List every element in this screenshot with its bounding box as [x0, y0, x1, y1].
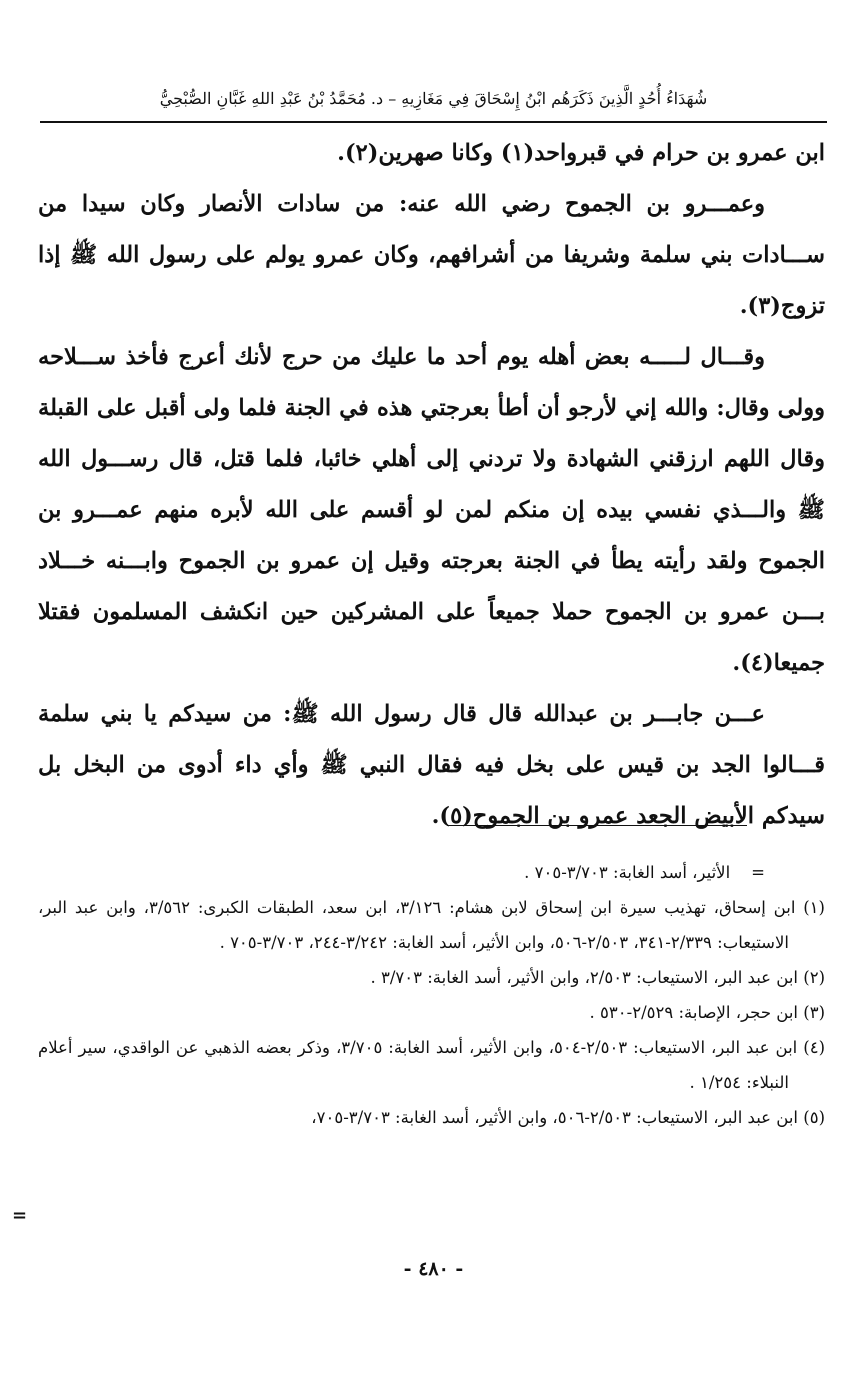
paragraph-3: وقـــال لـــــه بعض أهله يوم أحد ما عليك من حرج لأنك أعرج فأخذ ســـلاحه وولى وقال: والله إني لأرجو أن أطأ بعرجتي هذه في الجنة فلما ولى أقبل على القبلة وقال اللهم ارزقني الشهادة ولا تردني إلى أهلي خائبا، فلما قتل، قال رســـول الله ﷺ والـــذي نفسي بيده إن منكم لمن لو أقسم على الله لأبره منهم عمـــرو بن الجموح ولقد رأيته يطأ في الجنة بعرجته وقيل إن عمرو بن الجموح وابـــنه خـــلاد بـــن عمرو بن الجموح حملا جميعاً على المشركين حين انكشف المسلمون فقتلا جميعا(٤).: [38, 344, 825, 676]
footnote-rule: [447, 825, 747, 826]
paragraph-1: ابن عمرو بن حرام في قبرواحد(١) وكانا صهرين(٢).: [337, 140, 825, 166]
footnote-2: (٢) ابن عبد البر، الاستيعاب: ٢/٥٠٣، وابن الأثير، أسد الغابة: ٣/٧٠٣ .: [370, 968, 825, 987]
footnote-1: (١) ابن إسحاق، تهذيب سيرة ابن إسحاق لابن هشام: ٣/١٢٦، ابن سعد، الطبقات الكبرى: ٣/٥٦٢، وابن عبد البر، الاستيعاب: ٢/٣٣٩-٣٤١، ٢/٥٠٣-٥٠٦، وابن الأثير، أسد الغابة: ٣/٢٤٢-٢٤٤، ٣/٧٠٣-٧٠٥ .: [38, 898, 825, 952]
header-rule: [40, 121, 827, 123]
footnote-continuation: [38, 855, 825, 890]
page-number: - ٤٨٠ -: [403, 1258, 464, 1280]
footnote-continuation-text: الأثير، أسد الغابة: ٣/٧٠٣-٧٠٥ .: [524, 863, 731, 882]
running-head: شُهَدَاءُ أُحُدٍ الَّذِينَ ذَكَرَهُم ابْنُ إِسْحَاقَ فِي مَغَازِيهِ – د. مُحَمَّدُ بْنُ عَبْدِ اللهِ غَبَّانِ الصُّبْحِيُّ: [159, 89, 708, 108]
footnotes: [38, 855, 825, 1135]
footnote-4: (٤) ابن عبد البر، الاستيعاب: ٢/٥٠٣-٥٠٤، وابن الأثير، أسد الغابة: ٣/٧٠٥، وذكر بعضه الذهبي عن الواقدي، سير أعلام النبلاء: ١/٢٥٤ .: [38, 1038, 825, 1092]
paragraph-2: وعمـــرو بن الجموح رضي الله عنه: من سادات الأنصار وكان سيدا من ســـادات بني سلمة وشريفا من أشرافهم، وكان عمرو يولم على رسول الله ﷺ إذا تزوج(٣).: [38, 191, 825, 319]
body-text: [38, 128, 825, 842]
footnote-5-continuation-mark: =: [12, 1205, 28, 1226]
footnote-5: (٥) ابن عبد البر، الاستيعاب: ٢/٥٠٣-٥٠٦، وابن الأثير، أسد الغابة: ٣/٧٠٣-٧٠٥،: [311, 1108, 825, 1127]
continuation-mark: =: [751, 863, 765, 882]
footnote-3: (٣) ابن حجر، الإصابة: ٢/٥٢٩-٥٣٠ .: [589, 1003, 825, 1022]
paragraph-4: عـــن جابـــر بن عبدالله قال قال رسول الله ﷺ: من سيدكم يا بني سلمة قـــالوا الجد بن قيس على بخل فيه فقال النبي ﷺ وأي داء أدوى من البخل بل سيدكم الأبيض الجعد عمرو بن الجموح(٥).: [38, 701, 825, 829]
